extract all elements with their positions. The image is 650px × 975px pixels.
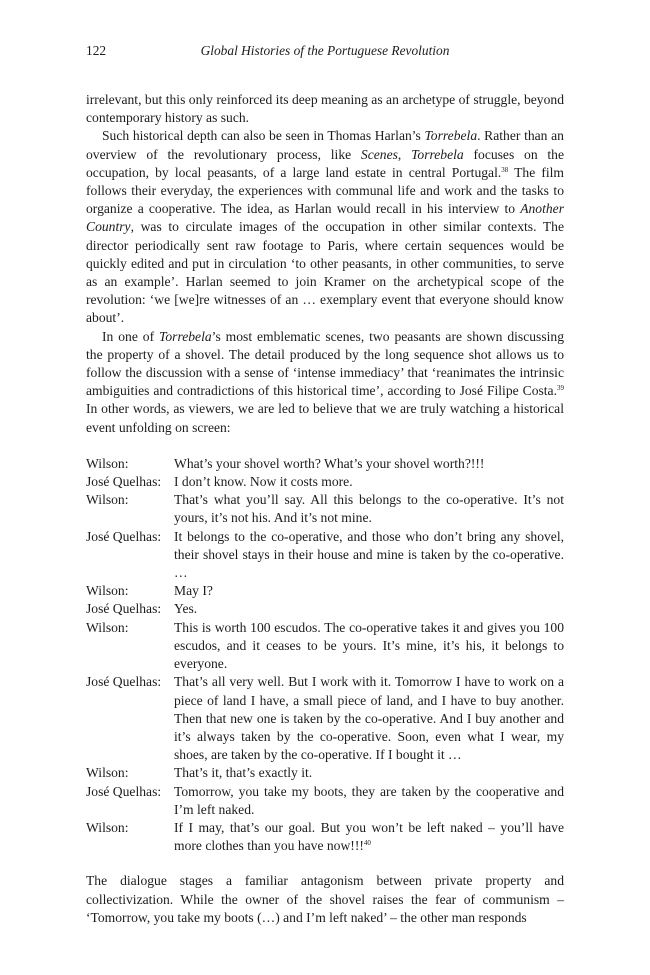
speaker-name: Wilson: <box>86 583 129 599</box>
dialogue-line <box>86 491 564 527</box>
page-number: 122 <box>86 43 107 58</box>
speech-text <box>174 600 564 618</box>
speaker-name: Wilson: <box>86 819 129 835</box>
text-run: Such historical depth can also be seen in Thomas Harlan’s <box>102 128 425 144</box>
dialogue-line <box>86 673 564 764</box>
italic-title: Torrebela <box>159 328 212 344</box>
text-run: In one of <box>102 328 160 344</box>
text-run: In other words, as viewers, we are led to believe that we are truly watching a historical event unfolding on screen: <box>86 401 564 435</box>
speaker-name: Wilson: <box>86 492 129 508</box>
speech-run: May I? <box>174 583 213 599</box>
italic-title: Another Country <box>86 201 564 235</box>
text-run: , <box>397 146 412 162</box>
speech-run: Tomorrow, you take my boots, they are taken by the cooperative and I’m left naked. <box>174 783 564 817</box>
footnote-marker: 40 <box>363 839 371 848</box>
body-text <box>86 91 564 927</box>
speech-run: If I may, that’s our goal. But you won’t be left naked – you’ll have more clothes than you have now!!! <box>174 819 564 854</box>
dialogue-line <box>86 783 564 819</box>
dialogue-line <box>86 600 564 618</box>
speech-text <box>174 764 564 782</box>
paragraph <box>86 328 564 437</box>
speech-text <box>174 491 564 527</box>
text-run: , was to circulate images of the occupation in other similar contexts. The director periodically sent raw footage to Paris, where certain sequences would be quickly edited and put in circulation ‘to other peasants, in other communities, to serve as an example’. Harlan seemed to join Kramer on the archetypical scope of the revolution: ‘we [we]re witnesses of an … exemplary event that everyone should know about’. <box>86 219 564 326</box>
speech-text <box>174 582 564 600</box>
italic-title: Torrebela <box>424 128 478 144</box>
speech-run: I don’t know. Now it costs more. <box>174 474 353 490</box>
running-title: Global Histories of the Portuguese Revolution <box>200 43 450 58</box>
paragraphs <box>86 91 564 437</box>
speech-run: Yes. <box>174 601 198 617</box>
speech-text <box>174 473 564 491</box>
running-head <box>86 42 564 62</box>
dialogue-line <box>86 819 564 855</box>
dialogue-line <box>86 473 564 491</box>
text-run: . Rather than an overview of the revolutionary process, like <box>86 128 564 162</box>
text-run: focuses on the occupation, by local peasants, of a large land estate in central Portugal. <box>86 146 564 180</box>
speaker-name: José Quelhas: <box>86 601 162 617</box>
speech-text <box>174 673 564 764</box>
italic-title: Torrebela <box>411 146 464 162</box>
speaker-name: José Quelhas: <box>86 474 162 490</box>
speech-run: That’s all very well. But I work with it. Tomorrow I have to work on a piece of land I have, a small piece of land, and I have to buy another. Then that new one is taken by the co-operative. And I buy another and it’s always taken by the co-operative. Soon, even what I wear, my shoes, are taken by the co-operative. If I bought it … <box>174 674 564 763</box>
speech-text <box>174 455 564 473</box>
closing-paragraph: The dialogue stages a familiar antagonism between private property and collectivization. While the owner of the shovel raises the fear of communism – ‘Tomorrow, you take my boots (…) and I’m left naked’ – the other man responds <box>86 873 564 925</box>
paragraph <box>86 127 564 327</box>
footnote-marker: 38 <box>501 165 509 174</box>
italic-title: Scenes <box>360 146 398 162</box>
speech-run: What’s your shovel worth? What’s your shovel worth?!!! <box>174 455 485 471</box>
text-run: The film follows their everyday, the experiences with communal life and work and the tasks to organize a cooperative. The idea, as Harlan would recall in his interview to <box>86 164 564 217</box>
speech-run: That’s it, that’s exactly it. <box>174 765 313 781</box>
speech-run: This is worth 100 escudos. The co-operative takes it and gives you 100 escudos, and it ceases to be yours. It’s mine, it’s his, it belongs to everyone. <box>174 619 564 672</box>
speech-text <box>174 619 564 674</box>
text-run: ’s most emblematic scenes, two peasants are shown discussing the property of a shovel. The detail produced by the long sequence shot allows us to follow the discussion with a sense of ‘intense immediacy’ that ‘reanimates the intrinsic ambiguities and contradictions of this historical time’, according to José Filipe Costa. <box>86 328 564 399</box>
speech-text <box>174 819 564 855</box>
dialogue-line <box>86 582 564 600</box>
speech-run: It belongs to the co-operative, and those who don’t bring any shovel, their shovel stays in their house and mine is taken by the co-operative. … <box>174 528 564 581</box>
speaker-name: Wilson: <box>86 765 129 781</box>
dialogue-line <box>86 528 564 583</box>
speaker-name: Wilson: <box>86 455 129 471</box>
paragraph <box>86 91 564 127</box>
dialogue-line <box>86 764 564 782</box>
speaker-name: José Quelhas: <box>86 783 162 799</box>
speaker-name: Wilson: <box>86 619 129 635</box>
speaker-name: José Quelhas: <box>86 674 162 690</box>
speaker-name: José Quelhas: <box>86 528 162 544</box>
text-run: irrelevant, but this only reinforced its deep meaning as an archetype of struggle, beyond contemporary history as such. <box>86 92 564 126</box>
dialogue-line <box>86 455 564 473</box>
dialogue-transcript <box>86 455 564 855</box>
speech-text <box>174 528 564 583</box>
dialogue-line <box>86 619 564 674</box>
footnote-marker: 39 <box>557 384 564 393</box>
speech-run: That’s what you’ll say. All this belongs to the co-operative. It’s not yours, it’s not his. And it’s not mine. <box>174 492 564 526</box>
speech-text <box>174 783 564 819</box>
